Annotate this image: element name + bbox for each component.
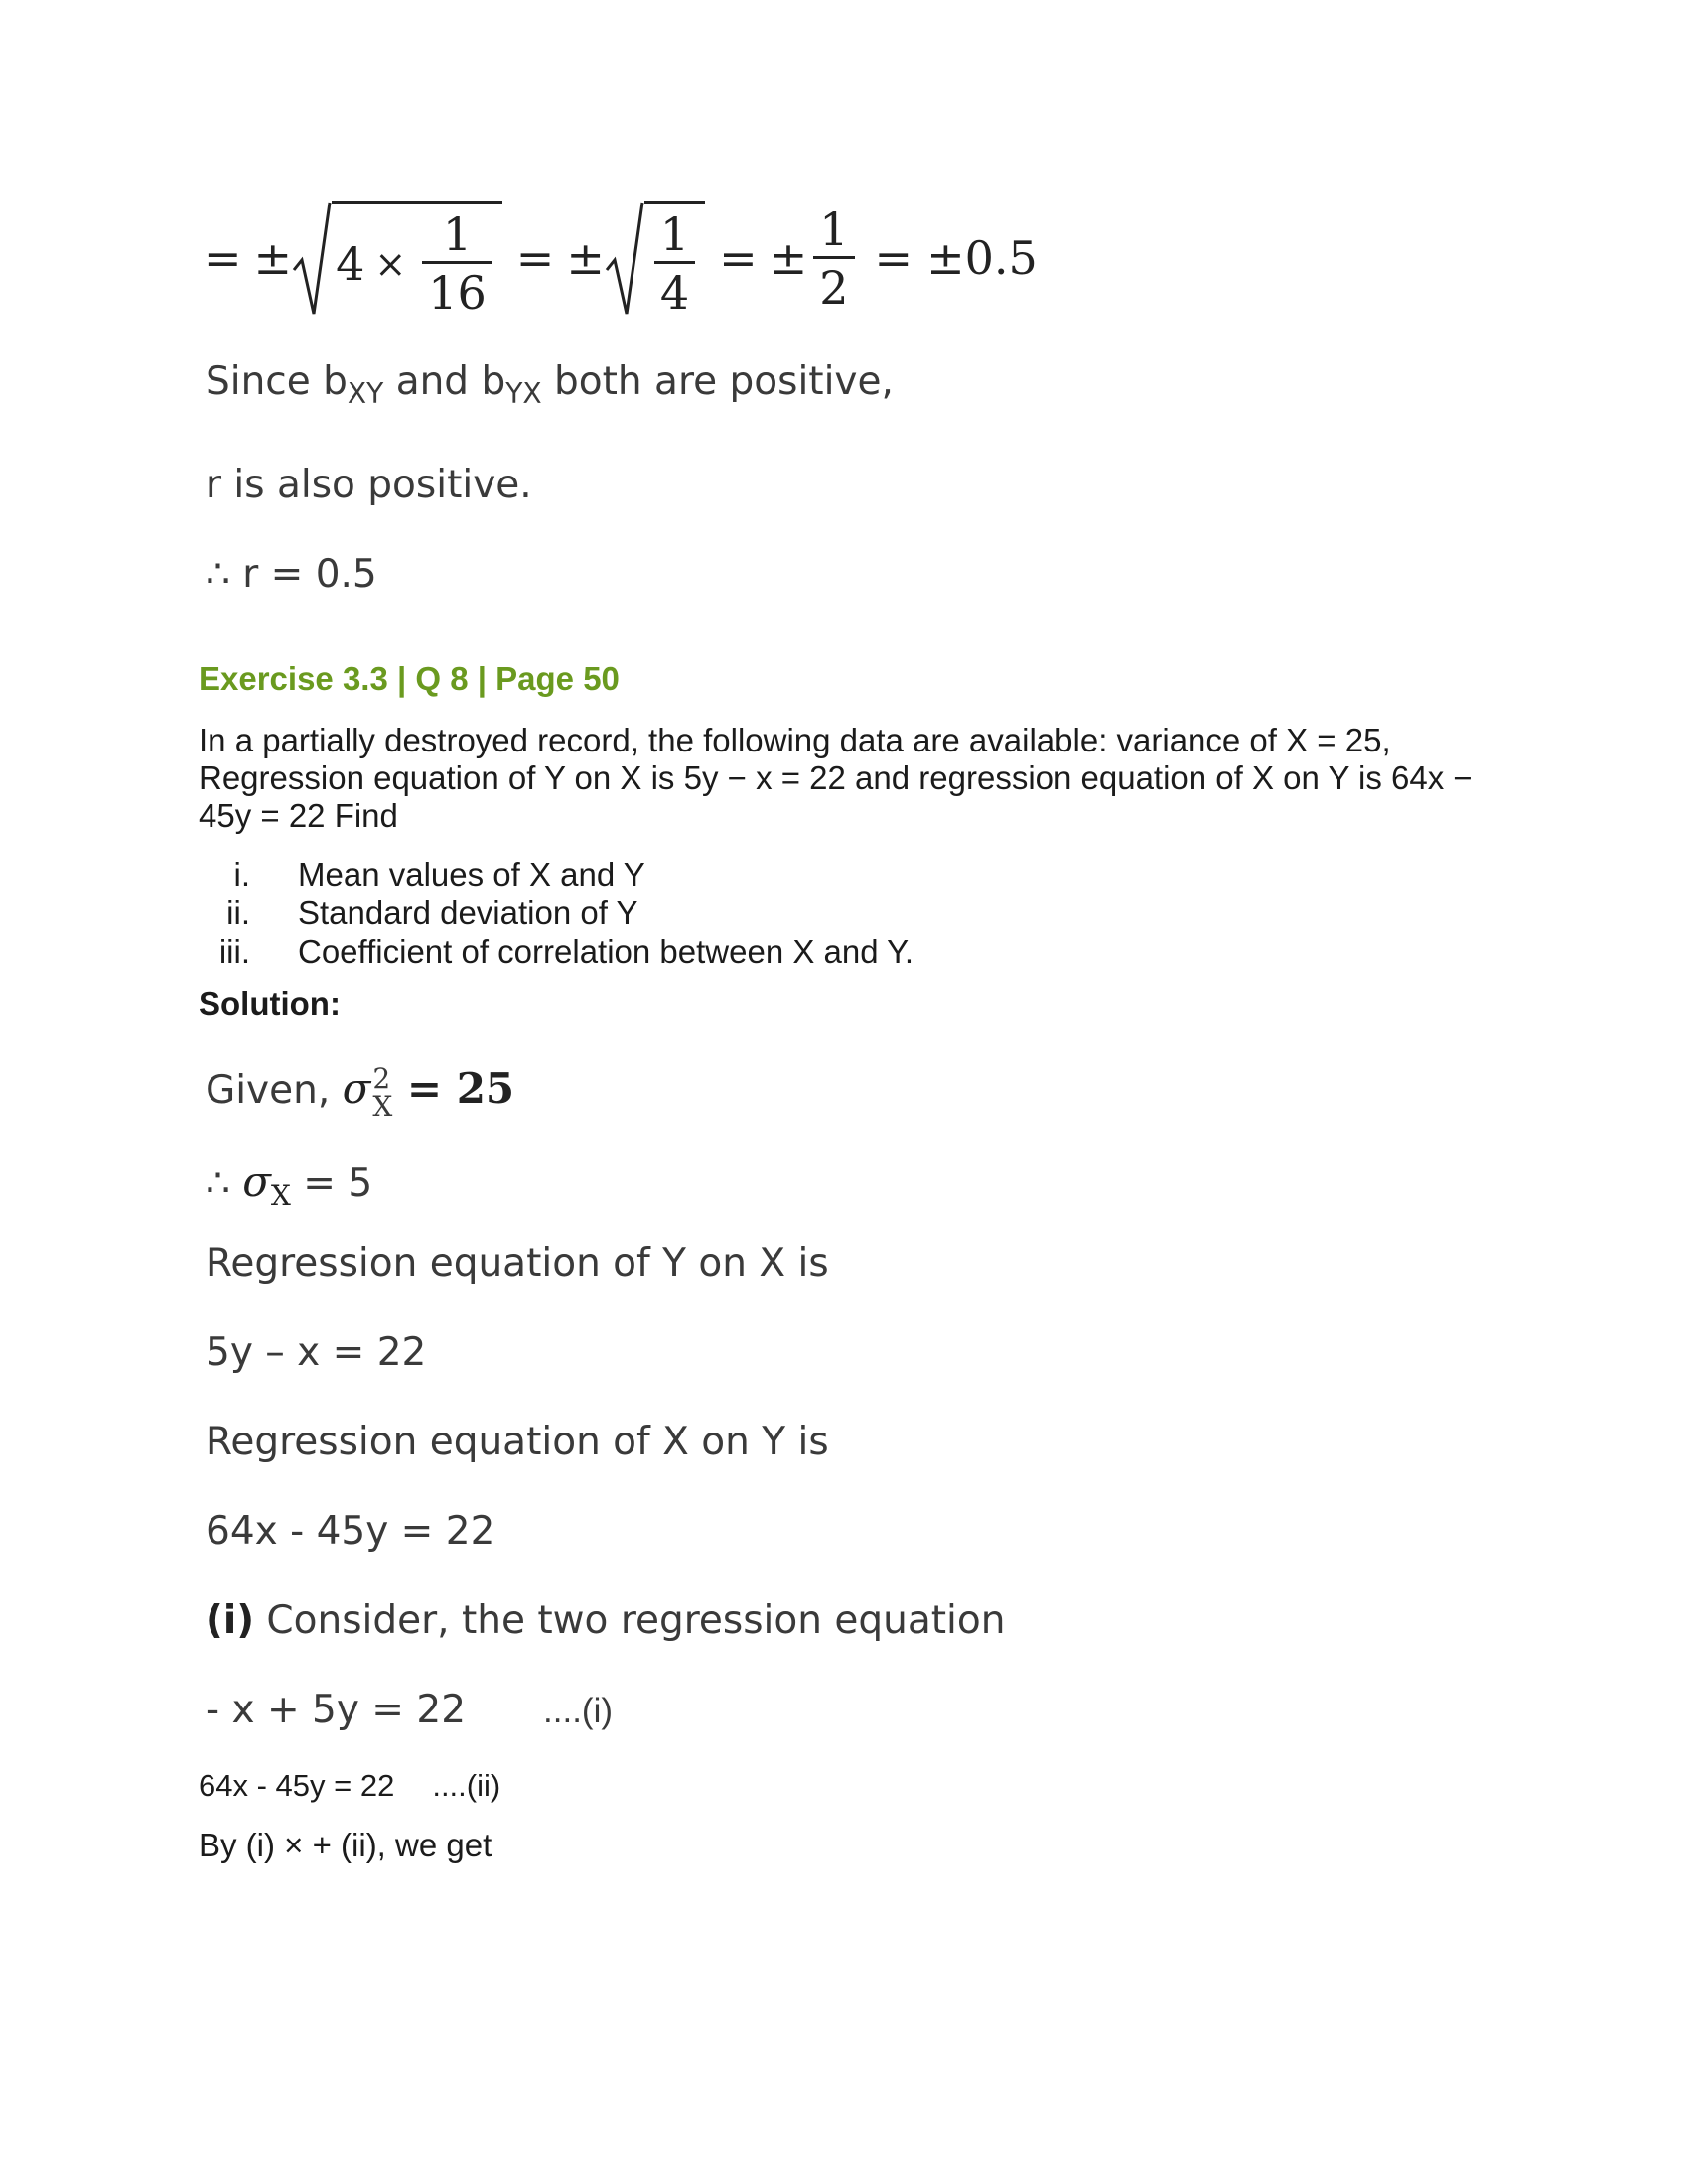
question-list <box>199 856 914 972</box>
numerator: 1 <box>659 207 690 261</box>
r-positive-line: r is also positive. <box>206 463 532 507</box>
sigma-x-line: ∴ $\sigma_X = 5$ <box>206 1158 373 1212</box>
plus-minus: ± <box>566 231 605 285</box>
denominator: 4 <box>654 261 695 316</box>
denominator: 2 <box>813 256 854 311</box>
list-item: ii. Standard deviation of Y <box>226 894 638 931</box>
times-sign: × <box>374 241 407 286</box>
eq-i-line: - x + 5y = 22 ....(i) <box>206 1688 613 1732</box>
given-line: Given, σ 2 X = 25 <box>206 1061 515 1123</box>
fraction-1-4 <box>654 207 695 320</box>
eq-ii-line: 64x - 45y = 22 ....(ii) <box>199 1768 501 1803</box>
radical-icon <box>605 199 644 318</box>
equals-sign: = <box>204 231 242 285</box>
radicand-four: 4 <box>336 236 365 291</box>
equals-sign: = <box>874 231 914 285</box>
fraction-1-2 <box>813 202 854 315</box>
by-line: By (i) × + (ii), we get <box>199 1827 492 1863</box>
r-result-line: ∴ r = 0.5 <box>206 552 377 597</box>
numerator: 1 <box>442 207 473 261</box>
result: ±0.5 <box>926 231 1038 285</box>
eq-1: 5y – x = 22 <box>206 1330 427 1375</box>
reg-x-on-y: Regression equation of X on Y is <box>206 1420 829 1464</box>
eq-2: 64x - 45y = 22 <box>206 1509 495 1554</box>
radical-icon <box>292 199 332 318</box>
equals-sign: = <box>515 231 555 285</box>
exercise-heading: Exercise 3.3 | Q 8 | Page 50 <box>199 660 620 697</box>
consider-line: (i) Consider, the two regression equation <box>206 1598 1006 1643</box>
plus-minus: ± <box>253 231 293 285</box>
fraction-1-16 <box>422 207 492 320</box>
denominator: 16 <box>422 261 492 316</box>
top-equation <box>204 199 1038 318</box>
plus-minus: ± <box>769 231 808 285</box>
list-item: iii. Coefficient of correlation between X and Y. <box>218 933 914 970</box>
numerator: 1 <box>819 202 849 256</box>
list-item: i. Mean values of X and Y <box>233 856 645 892</box>
sqrt-1 <box>292 199 502 318</box>
question-text: In a partially destroyed record, the following data are available: variance of X = 25, Regression equation of Y on X is 5y − x = 22 and regression equation of X on Y is 64x − 45y = 22 Find <box>199 722 1473 834</box>
since-line: Since $b_{XY}$ and $b_{YX}$ both are positive, <box>206 359 894 410</box>
solution-label: Solution: <box>199 985 341 1022</box>
reg-y-on-x: Regression equation of Y on X is <box>206 1241 829 1286</box>
equals-sign: = <box>719 231 758 285</box>
sqrt-2 <box>605 199 705 318</box>
